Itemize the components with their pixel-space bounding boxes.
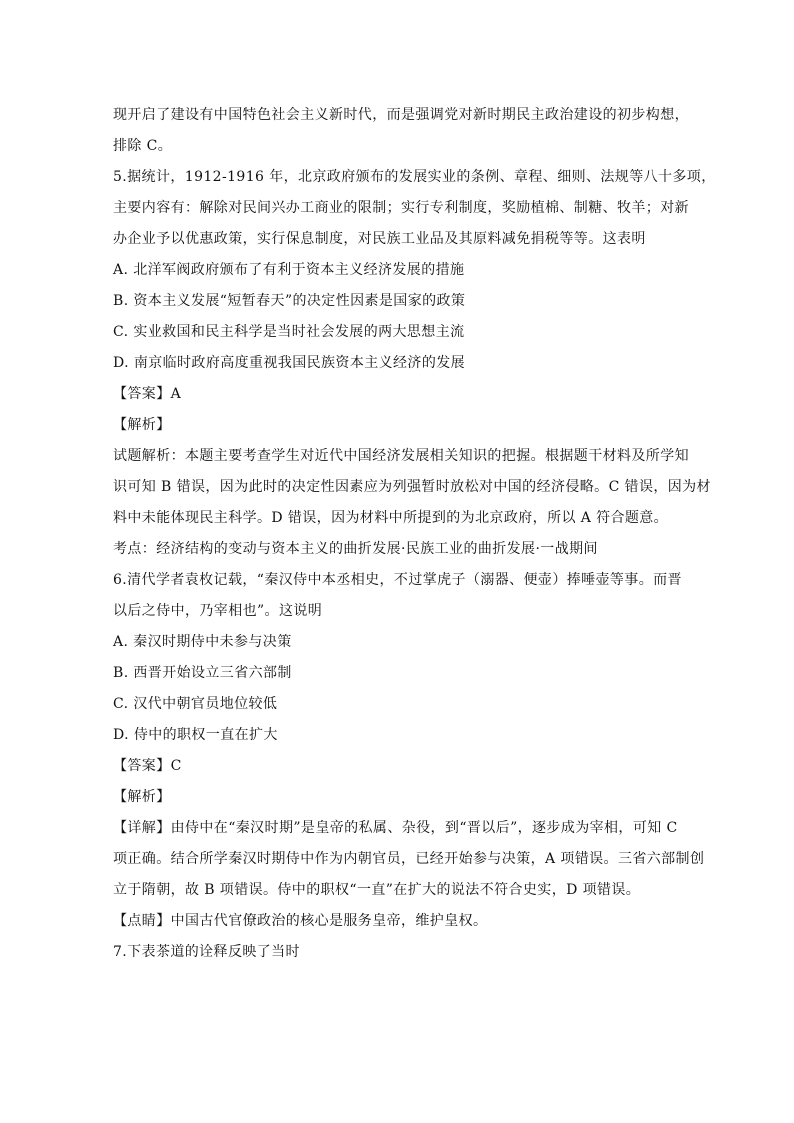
q5-stem-line: 主要内容有：解除对民间兴办工商业的限制；实行专利制度，奖励植棉、制糖、牧羊；对新: [113, 200, 689, 216]
q5-answer: 【答案】A: [113, 386, 182, 402]
intro-line: 排除 C。: [113, 138, 173, 154]
q6-option-b: B. 西晋开始设立三省六部制: [113, 665, 292, 681]
q6-analysis-label: 【解析】: [113, 789, 171, 805]
q6-dianjing: 【点睛】中国古代官僚政治的核心是服务皇帝，维护皇权。: [113, 913, 488, 929]
q5-kaodian: 考点：经济结构的变动与资本主义的曲折发展·民族工业的曲折发展·一战期间: [113, 541, 598, 557]
q6-stem-line: 以后之侍中，乃宰相也”。这说明: [113, 603, 323, 619]
q5-analysis-line: 试题解析：本题主要考查学生对近代中国经济发展相关知识的把握。根据题干材料及所学知: [113, 448, 689, 464]
q6-detail-line: 立于隋朝，故 B 项错误。侍中的职权“一直”在扩大的说法不符合史实，D 项错误。: [113, 882, 641, 898]
q5-analysis-line: 料中未能体现民主科学。D 错误，因为材料中所提到的为北京政府，所以 A 符合题意。: [113, 510, 669, 526]
q6-option-a: A. 秦汉时期侍中未参与决策: [113, 634, 292, 650]
q5-option-c: C. 实业救国和民主科学是当时社会发展的两大思想主流: [113, 324, 465, 340]
document-body: [113, 100, 716, 968]
q5-analysis-label: 【解析】: [113, 417, 171, 433]
q6-detail-line: 【详解】由侍中在“秦汉时期”是皇帝的私属、杂役，到“晋以后”，逐步成为宰相，可知 C: [113, 820, 678, 836]
q6-option-c: C. 汉代中朝官员地位较低: [113, 696, 278, 712]
q5-option-d: D. 南京临时政府高度重视我国民族资本主义经济的发展: [113, 355, 466, 371]
q5-stem-line: 办企业予以优惠政策，实行保息制度，对民族工业品及其原料减免捐税等等。这表明: [113, 231, 646, 247]
q6-answer: 【答案】C: [113, 758, 182, 774]
q6-detail-line: 项正确。结合所学秦汉时期侍中作为内朝官员，已经开始参与决策，A 项错误。三省六部制创: [113, 851, 705, 867]
q7-stem: 7.下表茶道的诠释反映了当时: [113, 944, 300, 960]
q6-stem-line: 6.清代学者袁枚记载，“秦汉侍中本丞相史，不过掌虎子（溺器、便壶）捧唾壶等事。而晋: [113, 572, 682, 588]
q5-option-a: A. 北洋军阀政府颁布了有利于资本主义经济发展的措施: [113, 262, 465, 278]
q5-analysis-line: 识可知 B 错误，因为此时的决定性因素应为列强暂时放松对中国的经济侵略。C 错误，因为材: [113, 479, 711, 495]
q6-option-d: D. 侍中的职权一直在扩大: [113, 727, 278, 743]
q5-option-b: B. 资本主义发展“短暂春天”的决定性因素是国家的政策: [113, 293, 466, 309]
intro-line: 现开启了建设有中国特色社会主义新时代，而是强调党对新时期民主政治建设的初步构想，: [113, 107, 689, 123]
q5-stem-line: 5.据统计，1912-1916 年，北京政府颁布的发展实业的条例、章程、细则、法规等八十多项，: [113, 169, 716, 185]
